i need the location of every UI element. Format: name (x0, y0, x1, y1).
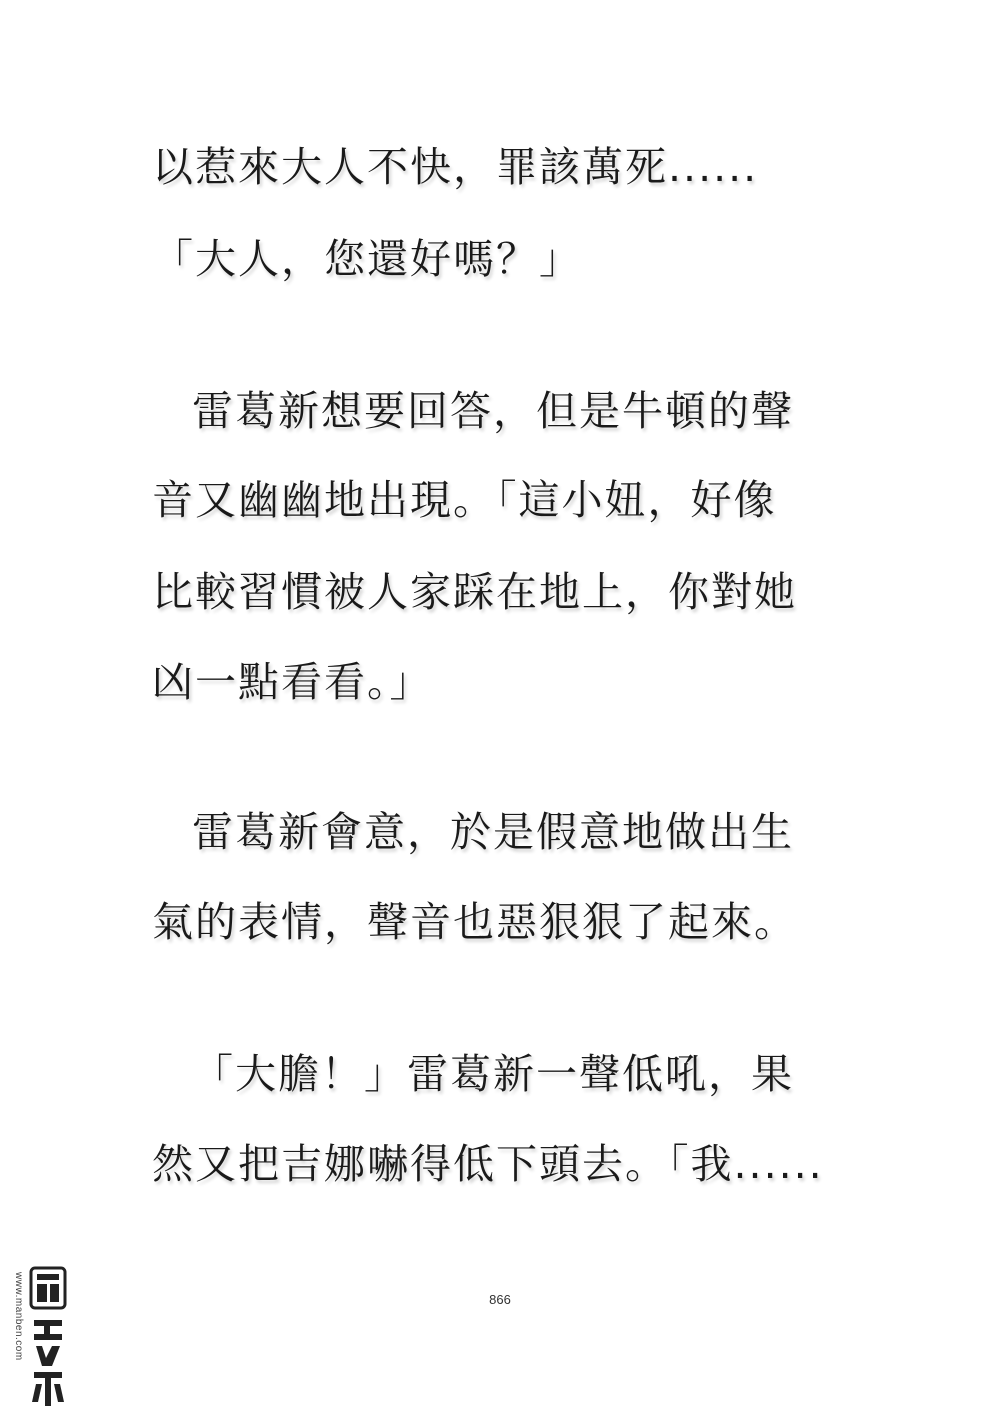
text-line: 「大膽！」雷葛新一聲低吼，果 (192, 1050, 794, 1098)
text-line: 音又幽幽地出現。「這小妞，好像 (152, 476, 777, 524)
text-line: 然又把吉娜嚇得低下頭去。「我...... (152, 1140, 824, 1188)
page-number: 866 (489, 1292, 511, 1307)
text-line: 凶一點看看。」 (152, 658, 433, 706)
watermark-url: www.manben.com (13, 1272, 24, 1361)
text-line: 氣的表情，聲音也惡狠狠了起來。 (152, 898, 797, 946)
text-line: 比較習慣被人家踩在地上，你對她 (152, 568, 797, 616)
text-line: 雷葛新想要回答，但是牛頓的聲 (192, 387, 794, 435)
manben-logo-icon (28, 1262, 68, 1410)
text-line: 雷葛新會意，於是假意地做出生 (192, 808, 794, 856)
text-line: 「大人，您還好嗎？」 (152, 235, 582, 283)
text-line: 以惹來大人不快，罪該萬死...... (152, 143, 759, 191)
